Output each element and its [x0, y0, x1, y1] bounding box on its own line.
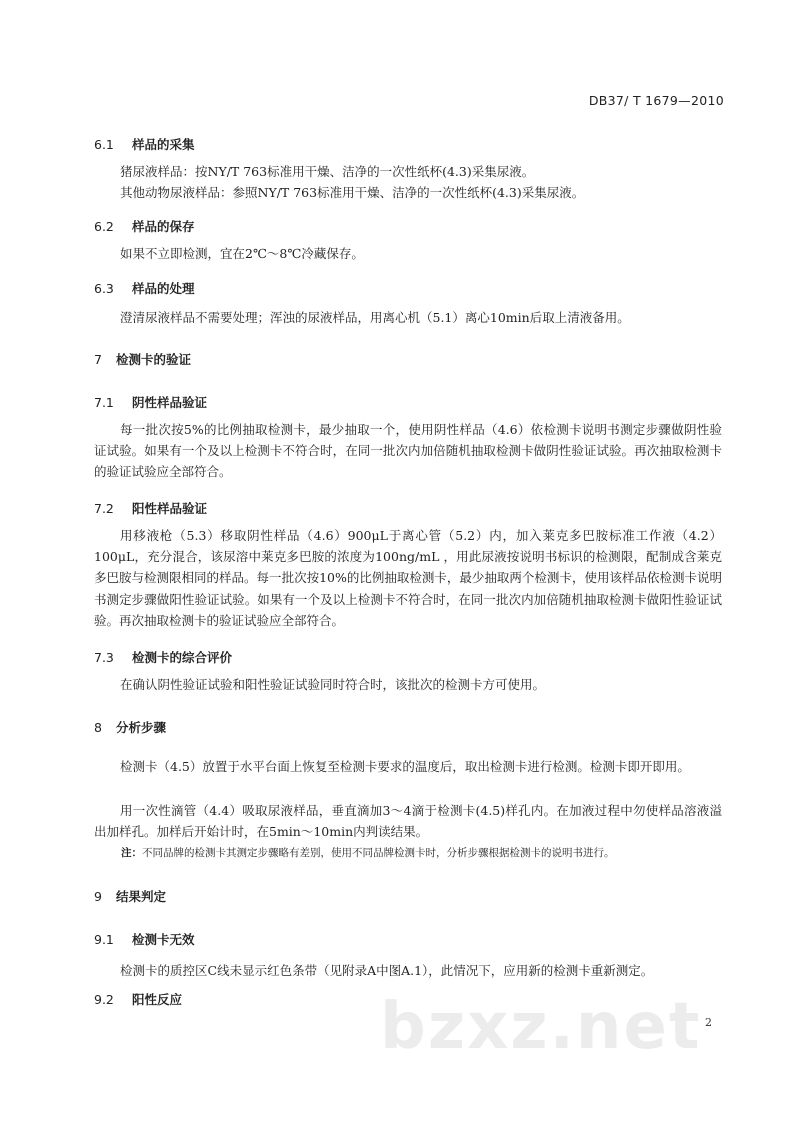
- watermark: bzxz.net: [380, 990, 702, 1064]
- paragraph-line: 在确认阴性验证试验和阳性验证试验同时符合时，该批次的检测卡方可使用。: [120, 677, 546, 692]
- note: [121, 845, 615, 860]
- section-heading-9-2: [94, 990, 182, 1008]
- section-number: 6.3: [94, 281, 114, 296]
- section-title: 阳性反应: [132, 992, 183, 1007]
- paragraph: 每一批次按5%的比例抽取检测卡，最少抽取一个，使用阴性样品（4.6）依检测卡说明书测定步骤做阴性验证试验。如果有一个及以上检测卡不符合时，在同一批次内加倍随机抽取检测卡做阴性验证试验。再次抽取检测卡的验证试验应全部符合。: [94, 422, 722, 480]
- section-number: 7.2: [94, 501, 114, 516]
- section-heading-6-2: [94, 217, 195, 235]
- paragraph-line: 其他动物尿液样品：参照NY/T 763标准用干燥、洁净的一次性纸杯(4.3)采集尿液。: [120, 185, 585, 200]
- section-title: 样品的采集: [132, 137, 195, 152]
- section-heading-7-1: [94, 393, 207, 411]
- document-code: DB37/ T 1679—2010: [588, 93, 724, 108]
- section-title: 样品的处理: [132, 281, 195, 296]
- chapter-heading-8: [94, 718, 166, 736]
- paragraph-line: 检测卡的质控区C线未显示红色条带（见附录A中图A.1），此情况下，应用新的检测卡重新测定。: [120, 963, 654, 978]
- paragraph: 检测卡（4.5）放置于水平台面上恢复至检测卡要求的温度后，取出检测卡进行检测。检测卡即开即用。: [120, 759, 690, 774]
- chapter-title: 分析步骤: [116, 720, 167, 735]
- chapter-heading-7: [94, 350, 191, 368]
- paragraph-line: 如果不立即检测，宜在2℃～8℃冷藏保存。: [120, 246, 364, 261]
- section-number: 7.3: [94, 650, 114, 665]
- section-heading-7-3: [94, 648, 232, 666]
- chapter-title: 结果判定: [116, 889, 167, 904]
- section-title: 样品的保存: [132, 219, 195, 234]
- section-heading-9-1: [94, 930, 195, 948]
- section-heading-6-1: [94, 135, 195, 153]
- section-number: 9.1: [94, 932, 114, 947]
- section-title: 检测卡无效: [132, 932, 195, 947]
- section-title: 阴性样品验证: [132, 395, 208, 410]
- section-number: 6.2: [94, 219, 114, 234]
- section-number: 6.1: [94, 137, 114, 152]
- paragraph: 用一次性滴管（4.4）吸取尿液样品，垂直滴加3～4滴于检测卡(4.5)样孔内。在加液过程中勿使样品溶液溢出加样孔。加样后开始计时，在5min～10min内判读结果。: [94, 803, 722, 840]
- paragraph-line: 猪尿液样品：按NY/T 763标准用干燥、洁净的一次性纸杯(4.3)采集尿液。: [120, 164, 535, 179]
- section-number: 7.1: [94, 395, 114, 410]
- paragraph: 用移液枪（5.3）移取阴性样品（4.6）900μL于离心管（5.2）内，加入莱克多巴胺标准工作液（4.2）100μL，充分混合，该尿溶中莱克多巴胺的浓度为100ng/mL ，用此尿液按说明书标识的检测限，配制成含莱克多巴胺与检测限相同的样品。每一批次按10%的比例抽取检测卡，最少抽取两个检测卡，使用该样品依检测卡说明书测定步骤做阳性验证试验。如果有一个及以上检测卡不符合时，在同一批次内加倍随机抽取检测卡做阳性验证试验。再次抽取检测卡的验证试验应全部符合。: [94, 528, 722, 628]
- chapter-title: 检测卡的验证: [116, 352, 192, 367]
- chapter-heading-9: [94, 887, 166, 905]
- note-text: 不同品牌的检测卡其测定步骤略有差别，使用不同品牌检测卡时，分析步骤根据检测卡的说明书进行。: [142, 847, 615, 859]
- section-number: 9.2: [94, 992, 114, 1007]
- chapter-number: 8: [94, 720, 102, 735]
- chapter-number: 7: [94, 352, 102, 367]
- section-title: 阳性样品验证: [132, 501, 208, 516]
- section-title: 检测卡的综合评价: [132, 650, 233, 665]
- paragraph-line: 澄清尿液样品不需要处理；浑浊的尿液样品，用离心机（5.1）离心10min后取上清液备用。: [120, 310, 630, 325]
- note-label: 注：: [121, 847, 142, 859]
- page-number: 2: [705, 1016, 712, 1029]
- chapter-number: 9: [94, 889, 102, 904]
- section-heading-6-3: [94, 279, 195, 297]
- section-heading-7-2: [94, 499, 207, 517]
